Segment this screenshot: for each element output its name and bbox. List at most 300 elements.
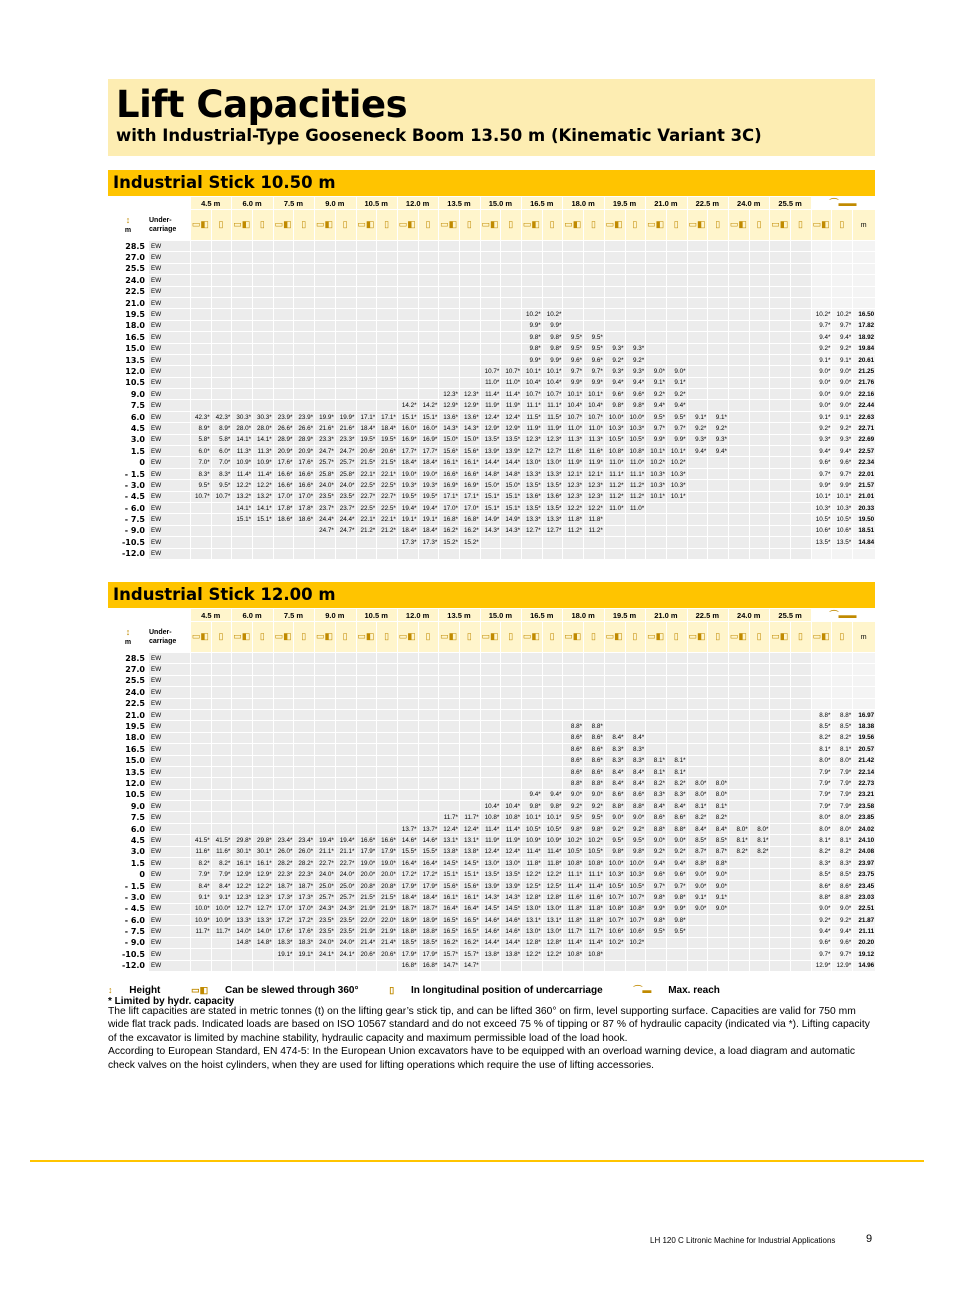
- capacity-cell: 14.8*: [253, 937, 274, 948]
- height-unit: m: [124, 226, 132, 234]
- capacity-cell: 13.9*: [480, 446, 501, 457]
- capacity-cell: [501, 709, 522, 720]
- capacity-cell: 8.8*: [584, 778, 605, 789]
- table-row: [109, 789, 876, 800]
- slew-360-column-icon: [397, 622, 418, 653]
- capacity-cell: 9.5*: [646, 411, 667, 422]
- capacity-cell: [791, 366, 812, 377]
- capacity-cell: [770, 309, 791, 320]
- table-row: [109, 446, 876, 457]
- capacity-cell: 9.0*: [646, 835, 667, 846]
- capacity-cell: [232, 275, 253, 286]
- capacity-cell: [356, 664, 377, 675]
- capacity-cell: 12.3*: [563, 480, 584, 491]
- capacity-cell: 8.8*: [687, 858, 708, 869]
- capacity-cell: 9.1*: [708, 411, 729, 422]
- height-value: 15.0: [109, 343, 149, 354]
- capacity-cell: [542, 275, 563, 286]
- capacity-cell: [418, 812, 439, 823]
- capacity-cell: 20.6*: [377, 949, 398, 960]
- capacity-cell: 13.9*: [480, 880, 501, 891]
- longitudinal-icon: ▯: [756, 631, 762, 641]
- capacity-cell: 9.2*: [708, 423, 729, 434]
- capacity-cell: 11.6*: [584, 446, 605, 457]
- table-row: [109, 548, 876, 559]
- capacity-cell: [211, 502, 232, 513]
- table-row: [109, 869, 876, 880]
- capacity-cell: 16.5*: [439, 926, 460, 937]
- capacity-cell: [770, 423, 791, 434]
- capacity-cell: [377, 789, 398, 800]
- capacity-cell: [708, 502, 729, 513]
- capacity-cell: [522, 286, 543, 297]
- capacity-cell: 8.6*: [584, 744, 605, 755]
- capacity-cell: [273, 801, 294, 812]
- capacity-cell: 14.3*: [439, 423, 460, 434]
- capacity-cell: [729, 320, 750, 331]
- max-reach-capacity: 9.7*: [811, 949, 832, 960]
- max-reach-capacity: [811, 275, 832, 286]
- capacity-cell: 9.9*: [666, 434, 687, 445]
- height-value: - 9.0: [109, 937, 149, 948]
- capacity-cell: [770, 468, 791, 479]
- capacity-cell: 21.1*: [335, 846, 356, 857]
- capacity-cell: [418, 653, 439, 664]
- capacity-cell: 13.0*: [501, 858, 522, 869]
- capacity-cell: [273, 778, 294, 789]
- capacity-cell: [687, 744, 708, 755]
- height-value: 15.0: [109, 755, 149, 766]
- capacity-cell: [418, 755, 439, 766]
- capacity-cell: [770, 869, 791, 880]
- capacity-cell: 7.0*: [191, 457, 212, 468]
- capacity-cell: 17.0*: [439, 502, 460, 513]
- slew-360-icon: ▭◧: [729, 219, 747, 229]
- footer-text: LH 120 C Litronic Machine for Industrial Applications: [650, 1236, 836, 1245]
- maxreach-header: [811, 609, 875, 622]
- longitudinal-column-icon: [294, 622, 315, 653]
- capacity-cell: [749, 801, 770, 812]
- height-value: 24.0: [109, 275, 149, 286]
- height-value: 27.0: [109, 252, 149, 263]
- capacity-cell: [315, 286, 336, 297]
- capacity-cell: [708, 480, 729, 491]
- undercarriage-value: EW: [149, 755, 191, 766]
- capacity-cell: 20.9*: [294, 446, 315, 457]
- capacity-cell: 13.1*: [459, 835, 480, 846]
- capacity-cell: 9.3*: [708, 434, 729, 445]
- height-icon: ↕: [108, 985, 113, 995]
- capacity-cell: 15.0*: [459, 434, 480, 445]
- capacity-cell: [480, 755, 501, 766]
- capacity-cell: 21.4*: [356, 937, 377, 948]
- max-reach-capacity: 7.9*: [832, 801, 853, 812]
- paragraph: According to European Standard, EN 474-5: In the European Union excavators have to be equipped with an overload warning device, a load diagram and automatic check valves on the hoist cylinders, when they are used for lifting operations which require the use of lifting accessories.: [108, 1046, 856, 1071]
- capacity-cell: 21.9*: [356, 926, 377, 937]
- capacity-cell: [522, 548, 543, 559]
- capacity-cell: 8.3*: [604, 755, 625, 766]
- capacity-cell: [191, 275, 212, 286]
- capacity-cell: [604, 960, 625, 971]
- capacity-cell: [542, 960, 563, 971]
- capacity-cell: [770, 732, 791, 743]
- capacity-cell: 16.6*: [294, 468, 315, 479]
- max-reach-value: 22.71: [853, 423, 876, 434]
- capacity-cell: 24.0*: [315, 937, 336, 948]
- capacity-cell: 10.7*: [542, 389, 563, 400]
- capacity-cell: [356, 698, 377, 709]
- max-reach-capacity: 9.0*: [832, 366, 853, 377]
- capacity-cell: [294, 698, 315, 709]
- capacity-cell: [708, 400, 729, 411]
- capacity-cell: [377, 332, 398, 343]
- capacity-cell: [315, 389, 336, 400]
- capacity-cell: [294, 664, 315, 675]
- table-row: [109, 252, 876, 263]
- capacity-cell: 13.3*: [253, 914, 274, 925]
- capacity-cell: 22.7*: [315, 858, 336, 869]
- capacity-cell: [480, 766, 501, 777]
- capacity-cell: [397, 755, 418, 766]
- capacity-cell: 16.6*: [459, 468, 480, 479]
- capacity-cell: 12.3*: [232, 892, 253, 903]
- capacity-cell: [563, 252, 584, 263]
- capacity-cell: 13.8*: [501, 949, 522, 960]
- capacity-cell: 8.1*: [646, 755, 667, 766]
- max-reach-value: 21.87: [853, 914, 876, 925]
- capacity-cell: [666, 664, 687, 675]
- max-reach-value: 23.45: [853, 880, 876, 891]
- capacity-cell: 23.7*: [315, 502, 336, 513]
- capacity-cell: [253, 400, 274, 411]
- header-blank: [109, 609, 149, 622]
- capacity-cell: 14.1*: [253, 502, 274, 513]
- capacity-cell: 15.0*: [480, 480, 501, 491]
- capacity-cell: [335, 389, 356, 400]
- capacity-cell: [770, 241, 791, 252]
- max-reach-capacity: 8.2*: [811, 846, 832, 857]
- capacity-cell: 10.1*: [542, 366, 563, 377]
- capacity-cell: 17.3*: [397, 537, 418, 548]
- capacity-cell: [729, 698, 750, 709]
- capacity-cell: [191, 755, 212, 766]
- capacity-cell: 5.8*: [211, 434, 232, 445]
- height-value: - 4.5: [109, 491, 149, 502]
- capacity-cell: [729, 755, 750, 766]
- capacity-cell: 10.9*: [522, 835, 543, 846]
- capacity-cell: 26.0*: [294, 846, 315, 857]
- longitudinal-icon: ▯: [632, 219, 638, 229]
- capacity-cell: [729, 812, 750, 823]
- capacity-cell: 19.4*: [397, 502, 418, 513]
- capacity-cell: 7.0*: [211, 457, 232, 468]
- capacity-cell: [687, 332, 708, 343]
- capacity-cell: [749, 252, 770, 263]
- radius-header: 25.5 m: [770, 609, 811, 622]
- capacity-cell: 11.4*: [253, 468, 274, 479]
- capacity-cell: [646, 343, 667, 354]
- capacity-cell: [315, 320, 336, 331]
- capacity-cell: [749, 389, 770, 400]
- capacity-cell: [729, 653, 750, 664]
- capacity-cell: 8.6*: [563, 755, 584, 766]
- radius-header: 19.5 m: [604, 609, 645, 622]
- capacity-cell: [791, 937, 812, 948]
- slew-360-column-icon: [356, 210, 377, 241]
- capacity-cell: [770, 400, 791, 411]
- capacity-cell: [294, 332, 315, 343]
- capacity-cell: [397, 309, 418, 320]
- max-reach-capacity: [832, 675, 853, 686]
- max-reach-value: 20.20: [853, 937, 876, 948]
- max-reach-capacity: 8.8*: [832, 892, 853, 903]
- max-reach-value: 22.69: [853, 434, 876, 445]
- capacity-cell: 20.9*: [273, 446, 294, 457]
- capacity-cell: [749, 263, 770, 274]
- max-reach-capacity: 9.4*: [811, 926, 832, 937]
- capacity-cell: 12.3*: [584, 480, 605, 491]
- capacity-cell: 21.4*: [377, 937, 398, 948]
- slew-360-icon: ▭◧: [315, 219, 333, 229]
- capacity-cell: [377, 275, 398, 286]
- capacity-cell: [459, 263, 480, 274]
- capacity-cell: 9.7*: [666, 880, 687, 891]
- capacity-cell: 9.4*: [687, 446, 708, 457]
- undercarriage-value: EW: [149, 309, 191, 320]
- capacity-cell: [687, 653, 708, 664]
- capacity-cell: [708, 389, 729, 400]
- capacity-cell: 14.5*: [439, 858, 460, 869]
- capacity-cell: 14.5*: [501, 903, 522, 914]
- capacity-cell: [315, 766, 336, 777]
- capacity-cell: [253, 675, 274, 686]
- capacity-cell: [191, 366, 212, 377]
- capacity-cell: [708, 537, 729, 548]
- capacity-cell: [418, 263, 439, 274]
- capacity-cell: [770, 835, 791, 846]
- capacity-cell: 9.2*: [666, 389, 687, 400]
- capacity-cell: [501, 766, 522, 777]
- max-reach-capacity: 9.9*: [811, 480, 832, 491]
- capacity-cell: [625, 286, 646, 297]
- capacity-cell: 12.8*: [522, 937, 543, 948]
- max-reach-capacity: 7.9*: [811, 778, 832, 789]
- capacity-cell: [770, 491, 791, 502]
- capacity-cell: [211, 789, 232, 800]
- capacity-cell: [253, 789, 274, 800]
- capacity-cell: 13.0*: [522, 926, 543, 937]
- capacity-cell: 18.4*: [418, 892, 439, 903]
- capacity-cell: [542, 286, 563, 297]
- undercarriage-value: EW: [149, 457, 191, 468]
- capacity-cell: [770, 275, 791, 286]
- capacity-cell: 24.7*: [315, 525, 336, 536]
- capacity-cell: 14.2*: [397, 400, 418, 411]
- capacity-cell: [397, 653, 418, 664]
- capacity-cell: [584, 263, 605, 274]
- capacity-cell: [253, 744, 274, 755]
- capacity-cell: [191, 687, 212, 698]
- max-reach-capacity: 10.1*: [832, 491, 853, 502]
- capacity-cell: [666, 514, 687, 525]
- capacity-cell: 9.3*: [687, 434, 708, 445]
- capacity-cell: [232, 812, 253, 823]
- slew-360-column-icon: [191, 210, 212, 241]
- max-reach-value: 22.16: [853, 389, 876, 400]
- legend-longitudinal: ▯ In longitudinal position of undercarriage: [389, 985, 603, 996]
- capacity-cell: 10.8*: [563, 949, 584, 960]
- capacity-cell: [211, 354, 232, 365]
- longitudinal-column-icon: [666, 210, 687, 241]
- capacity-cell: 8.8*: [604, 801, 625, 812]
- capacity-cell: [480, 537, 501, 548]
- capacity-cell: [356, 354, 377, 365]
- capacity-cell: 18.4*: [418, 525, 439, 536]
- capacity-cell: [770, 675, 791, 686]
- excavator-icon: ⌒▬▬: [829, 609, 857, 620]
- capacity-cell: 8.4*: [687, 823, 708, 834]
- table-row: [109, 755, 876, 766]
- capacity-cell: [770, 789, 791, 800]
- radius-header: 16.5 m: [522, 197, 563, 210]
- longitudinal-column-icon: [708, 622, 729, 653]
- capacity-cell: 19.5*: [397, 491, 418, 502]
- capacity-cell: [646, 309, 667, 320]
- capacity-cell: 9.5*: [211, 480, 232, 491]
- capacity-cell: [439, 732, 460, 743]
- capacity-cell: [294, 241, 315, 252]
- capacity-cell: [191, 309, 212, 320]
- capacity-cell: [791, 744, 812, 755]
- capacity-cell: 13.1*: [522, 914, 543, 925]
- max-reach-value: 22.34: [853, 457, 876, 468]
- max-reach-capacity: 8.1*: [832, 835, 853, 846]
- max-reach-value: 19.50: [853, 514, 876, 525]
- capacity-cell: 14.3*: [501, 892, 522, 903]
- max-reach-capacity: [832, 687, 853, 698]
- capacity-cell: [377, 354, 398, 365]
- capacity-cell: [542, 548, 563, 559]
- capacity-cell: [315, 960, 336, 971]
- longitudinal-column-icon: [584, 210, 605, 241]
- capacity-cell: 10.0*: [191, 903, 212, 914]
- capacity-cell: 13.8*: [480, 949, 501, 960]
- capacity-cell: [459, 377, 480, 388]
- capacity-cell: [791, 709, 812, 720]
- capacity-cell: [397, 778, 418, 789]
- capacity-cell: [542, 675, 563, 686]
- capacity-cell: 30.1*: [253, 846, 274, 857]
- capacity-cell: 12.8*: [542, 892, 563, 903]
- capacity-cell: 11.7*: [191, 926, 212, 937]
- table-row: [109, 434, 876, 445]
- header-blank: [149, 609, 191, 622]
- footer-divider: [30, 1160, 924, 1162]
- capacity-cell: [294, 687, 315, 698]
- capacity-cell: 18.4*: [356, 423, 377, 434]
- capacity-cell: [604, 525, 625, 536]
- capacity-cell: [501, 343, 522, 354]
- capacity-cell: 11.2*: [604, 480, 625, 491]
- slew-360-icon: ▭◧: [191, 631, 209, 641]
- capacity-cell: [501, 332, 522, 343]
- capacity-cell: [335, 297, 356, 308]
- capacity-cell: [791, 880, 812, 891]
- capacity-cell: [729, 309, 750, 320]
- slew-360-column-icon: [687, 622, 708, 653]
- capacity-cell: 42.3*: [191, 411, 212, 422]
- capacity-cell: 9.9*: [542, 320, 563, 331]
- capacity-cell: [501, 960, 522, 971]
- capacity-cell: [770, 514, 791, 525]
- capacity-cell: 17.2*: [397, 869, 418, 880]
- slew-360-icon: ▭◧: [564, 631, 582, 641]
- capacity-cell: 15.1*: [501, 502, 522, 513]
- max-reach-value: 23.03: [853, 892, 876, 903]
- max-reach-value: 23.58: [853, 801, 876, 812]
- capacity-cell: [563, 687, 584, 698]
- slew-360-column-icon: [232, 622, 253, 653]
- capacity-cell: [770, 823, 791, 834]
- longitudinal-column-icon: [335, 210, 356, 241]
- capacity-cell: 16.1*: [459, 457, 480, 468]
- capacity-cell: 8.8*: [708, 858, 729, 869]
- capacity-cell: [418, 709, 439, 720]
- capacity-cell: 9.0*: [666, 366, 687, 377]
- max-reach-value: 19.84: [853, 343, 876, 354]
- capacity-cell: 14.7*: [459, 960, 480, 971]
- capacity-cell: 11.4*: [584, 937, 605, 948]
- longitudinal-icon: ▯: [632, 631, 638, 641]
- capacity-cell: [480, 789, 501, 800]
- capacity-cell: [294, 366, 315, 377]
- undercarriage-value: EW: [149, 721, 191, 732]
- capacity-cell: [791, 446, 812, 457]
- capacity-cell: [687, 926, 708, 937]
- capacity-cell: [791, 332, 812, 343]
- capacity-cell: 10.8*: [584, 949, 605, 960]
- capacity-cell: [791, 502, 812, 513]
- max-reach-capacity: 9.4*: [832, 926, 853, 937]
- capacity-cell: [687, 366, 708, 377]
- capacity-cell: 17.9*: [356, 846, 377, 857]
- capacity-cell: [584, 309, 605, 320]
- capacity-cell: 11.0*: [480, 377, 501, 388]
- maxreach-unit: m: [853, 210, 876, 241]
- table-row: [109, 960, 876, 971]
- max-reach-capacity: 13.5*: [811, 537, 832, 548]
- capacity-cell: [232, 675, 253, 686]
- capacity-cell: [749, 892, 770, 903]
- capacity-cell: 22.7*: [356, 491, 377, 502]
- max-reach-value: 16.97: [853, 709, 876, 720]
- capacity-cell: [749, 937, 770, 948]
- capacity-cell: [480, 275, 501, 286]
- capacity-cell: 18.9*: [397, 914, 418, 925]
- capacity-cell: [397, 263, 418, 274]
- capacity-cell: 10.8*: [625, 903, 646, 914]
- capacity-cell: 21.2*: [356, 525, 377, 536]
- capacity-cell: [687, 491, 708, 502]
- capacity-cell: [625, 275, 646, 286]
- capacity-cell: [749, 400, 770, 411]
- capacity-cell: [604, 664, 625, 675]
- max-reach-capacity: 9.6*: [811, 937, 832, 948]
- capacity-cell: [294, 548, 315, 559]
- capacity-cell: [191, 721, 212, 732]
- capacity-cell: [273, 525, 294, 536]
- height-value: - 4.5: [109, 903, 149, 914]
